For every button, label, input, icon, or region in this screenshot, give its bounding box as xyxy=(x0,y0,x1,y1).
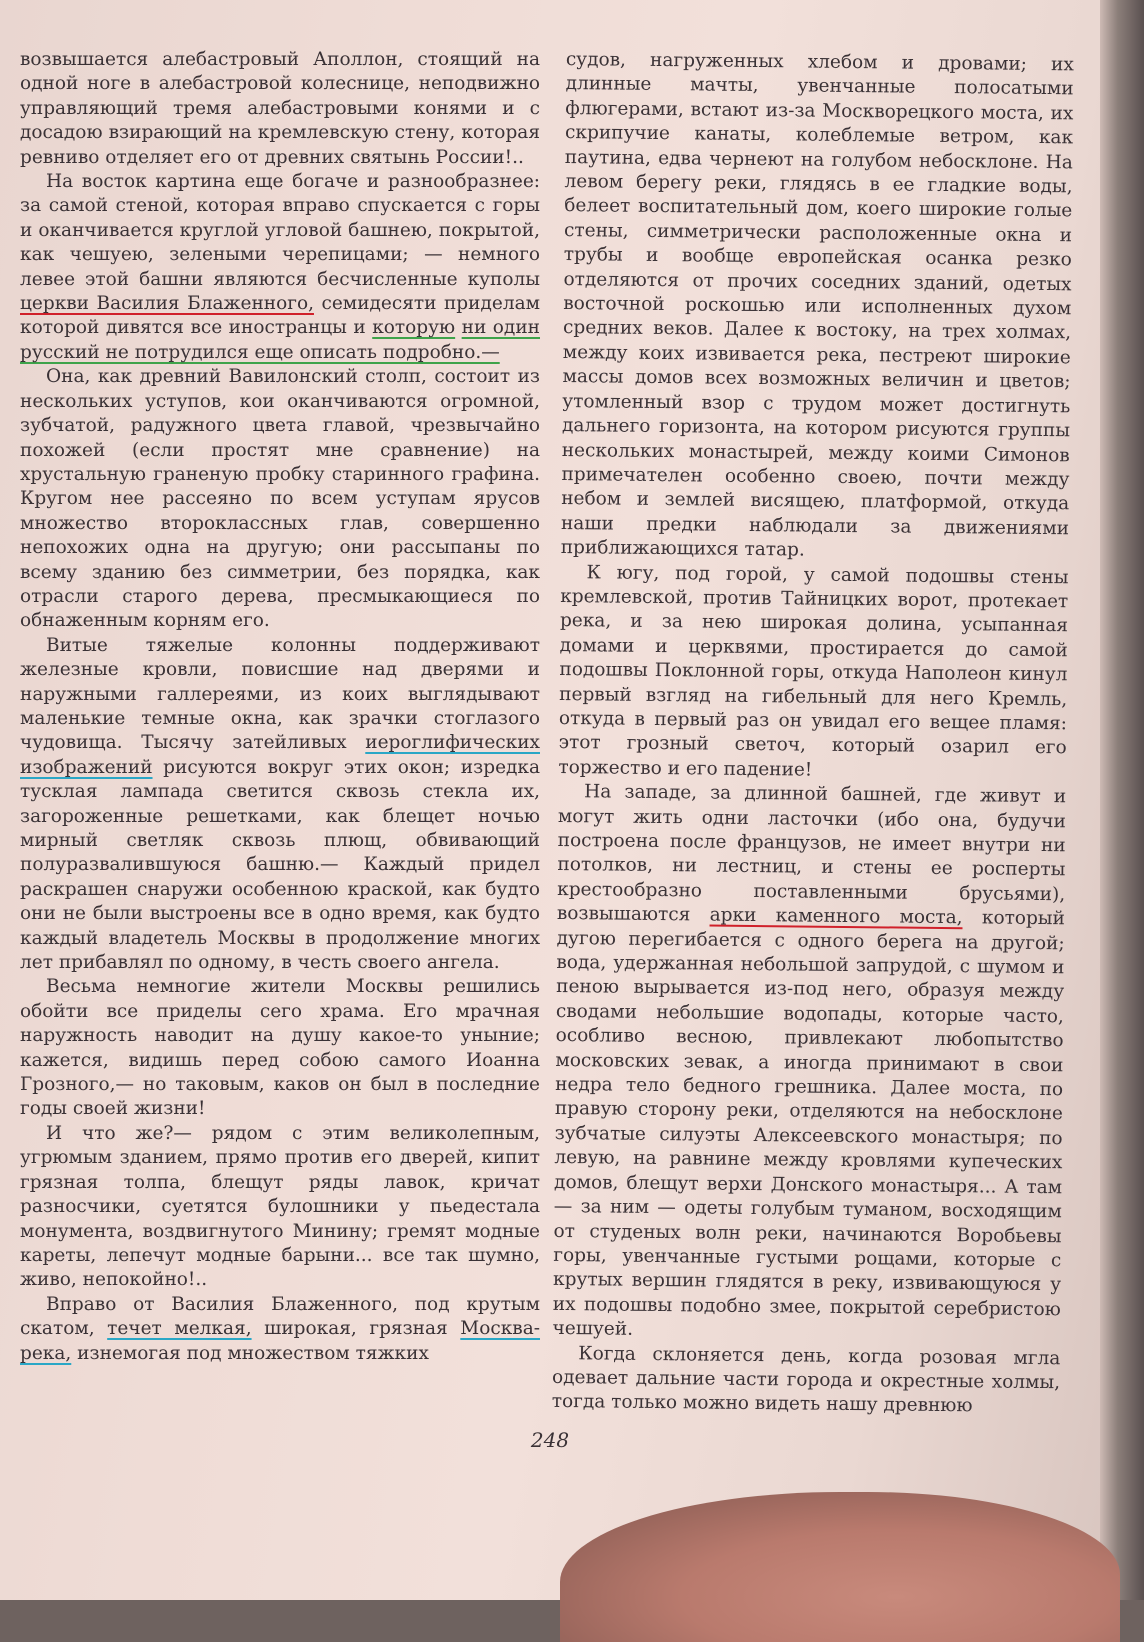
text-run: возвышается алебастровый Аполлон, стоящий на одной ноге в алебастровой колеснице, неподвижно управляющий тремя алебастровыми конями и с досадою взирающий на кремлевскую стену, которая ревниво отделяет его от древних святынь России!.. xyxy=(20,49,540,168)
paragraph xyxy=(552,780,1066,1347)
text-run: И что же?— рядом с этим великолепным, угрюмым зданием, прямо против его дверей, кипит грязная толпа, блещут ряды лавок, кричат разносчики, суетятся булошники у пьедестала монумента, воздвигнутого Минину; гремят модные кареты, лепечут модные барыни... все так шумно, живо, непокойно!.. xyxy=(20,1122,540,1291)
underlined-phrase: Москва-река, xyxy=(20,1318,540,1364)
underlined-phrase: которую xyxy=(372,317,456,339)
paragraph xyxy=(20,365,540,633)
underlined-phrase: ни один русский не потрудился еще описать подробно.— xyxy=(20,317,540,363)
book-spine-edge xyxy=(1100,0,1144,1600)
underlined-phrase: церкви Василия Блаженного, xyxy=(20,293,314,315)
paragraph xyxy=(20,975,540,1121)
text-run: На западе, за длинной башней, где живут и могут жить одни ласточки (ибо она, будучи построена после французов, не имеет внутри ни потолков, ни лестниц, и стены ее росперты крестообразно поставленными брусьями), возвышаются xyxy=(556,781,1067,926)
underlined-phrase: течет мелкая, xyxy=(107,1318,252,1340)
text-run: широкая, грязная xyxy=(251,1318,461,1340)
text-run: Весьма немногие жители Москвы решились обойти все приделы сего храма. Его мрачная наружность наводит на душу какое-то уныние; кажется, видишь перед собою самого Иоанна Грозного,— но таковым, каков он был в последние годы своей жизни! xyxy=(20,976,540,1120)
text-run: К югу, под горой, у самой подошвы стены кремлевской, против Тайницких ворот, протекает река, и за нею широкая долина, усыпанная домами и церквями, простирается до самой подошвы Поклонной горы, откуда Наполеон кинул первый взгляд на гибельный для него Кремль, откуда в первый раз он увидал его вещее пламя: этот грозный светоч, который озарил его торжество и его падение! xyxy=(558,561,1069,781)
paragraph xyxy=(20,634,540,976)
underlined-phrase: иероглифических изображений xyxy=(20,732,540,778)
paragraph xyxy=(20,1122,540,1293)
text-run: рисуются вокруг этих окон; изредка тусклая лампада светится сквозь стекла их, загороженные решетками, как блещет ночью мирный светляк сквозь плющ, обвивающий полуразвалившуюся башню.— Каждый придел раскрашен снаружи особенною краской, как будто они не были выстроены все в одно время, как будто каждый владетель Москвы в продолжение многих лет прибавлял по одному, в честь своего ангела. xyxy=(20,756,540,974)
paragraph xyxy=(558,561,1068,786)
underlined-phrase: арки каменного моста, xyxy=(709,904,963,929)
left-column xyxy=(20,48,540,1366)
text-run: На восток картина еще богаче и разнообразнее: за самой стеной, которая вправо спускается с горы и оканчивается круглой угловой башнею, покрытой, как чешуею, зелеными черепицами; — немного левее этой башни являются бесчисленные куполы xyxy=(20,171,540,290)
text-run: Вправо от Василия Блаженного, под крутым скатом, xyxy=(20,1293,540,1340)
paragraph xyxy=(20,48,540,170)
paragraph xyxy=(552,1341,1061,1420)
text-run: семидесяти приделам которой дивятся все иностранцы и xyxy=(20,293,540,339)
right-column xyxy=(552,48,1074,1420)
paragraph xyxy=(20,170,540,365)
text-run: Когда склоняется день, когда розовая мгла одевает дальние части города и окрестные холмы, тогда только можно видеть нашу древнюю xyxy=(551,1342,1061,1417)
text-run: Она, как древний Вавилонский столп, состоит из нескольких уступов, кои оканчиваются огромной, зубчатой, радужного цвета главой, чрезвычайно похожей (если простят мне сравнение) на хрустальную граненую пробку старинного графина. Кругом нее рассеяно по всем уступам ярусов множество второклассных глав, совершенно непохожих одна на другую; они рассыпаны по всему зданию без симметрии, без порядка, как отрасли старого дерева, пресмыкающиеся по обнаженным корням его. xyxy=(20,366,540,632)
text-run: изнемогая под множеством тяжких xyxy=(71,1342,429,1364)
text-run: Витые тяжелые колонны поддерживают железные кровли, повисшие над дверями и наружными галлереями, из коих выглядывают маленькие темные окна, как зрачки стоглазого чудовища. Тысячу затейливых xyxy=(20,634,540,754)
paragraph xyxy=(561,48,1074,566)
text-run: судов, нагруженных хлебом и дровами; их длинные мачты, увенчанные полосатыми флюгерами, встают из-за Москворецкого моста, их скрипучие канаты, колеблемые ветром, как паутина, едва чернеют на голубом небосклоне. На левом берегу реки, глядясь в ее гладкие воды, белеет воспитательный дом, коего широкие голые стены, симметрически расположенные окна и трубы и вообще европейская осанка резко отделяются от прочих соседних зданий, одетых восточной роскошью или исполненных духом средних веков. Далее к востоку, на трех холмах, между коих извивается река, пестреют широкие массы домов всех возможных величин и цветов; утомленный взор с трудом может достигнуть дальнего горизонта, на котором рисуются группы нескольких монастырей, между коими Симонов примечателен особенно своею, почти между небом и землей висящею, платформой, откуда наши предки наблюдали за движениями приближающихся татар. xyxy=(560,48,1074,561)
paragraph xyxy=(20,1293,540,1366)
text-run: который дугою перегибается с одного берега на другой; вода, удержанная небольшой запрудой, с шумом и пеною вырывается из-под него, образуя между сводами небольшие водопады, которые часто, особливо весною, привлекают любопытство московских зевак, а иногда принимают в свои недра тело бедного грешника. Далее моста, по правую сторону реки, отделяются на небосклоне зубчатые силуэты Алексеевского монастыря; по левую, на равнине между кровлями купеческих домов, блещут верхи Донского монастыря... А там — за ним — одеты голубым туманом, восходящим от студеных волн реки, начинаются Воробьевы горы, увенчанные густыми рощами, которые с крутых вершин глядятся в реку, извивающуюся у их подошвы подобно змее, покрытой серебристою чешуей. xyxy=(552,907,1066,1340)
page-number: 248 xyxy=(530,1428,570,1452)
